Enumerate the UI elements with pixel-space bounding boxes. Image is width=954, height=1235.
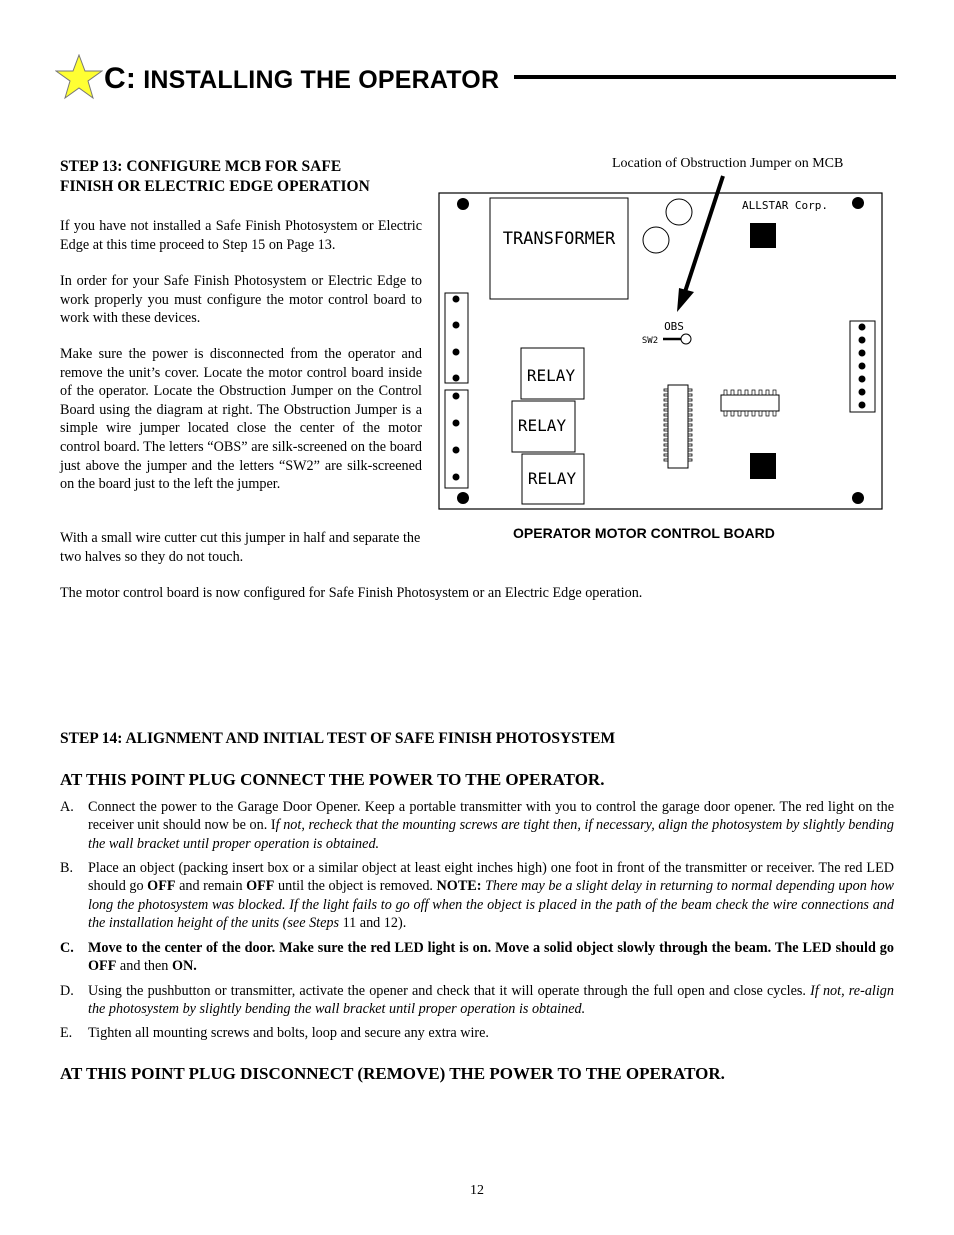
- relay-2-label: RELAY: [517, 416, 567, 435]
- transformer-label: TRANSFORMER: [502, 229, 616, 249]
- step13-title-line1: STEP 13: CONFIGURE MCB FOR SAFE: [60, 158, 342, 175]
- list-item-c: C. Move to the center of the door. Make sure the red LED light is on. Move a solid object slowly through the beam. The LED should go OFF and then ON.: [60, 940, 894, 975]
- motor-control-board-diagram: [438, 172, 884, 512]
- ic-square: [750, 453, 776, 479]
- mount-hole: [852, 492, 864, 504]
- dip-chip: [668, 385, 688, 468]
- maker-label: ALLSTAR Corp.: [741, 199, 829, 212]
- step14-title: STEP 14: ALIGNMENT AND INITIAL TEST OF SAFE FINISH PHOTOSYSTEM: [60, 730, 616, 747]
- jumper-pad: [681, 334, 691, 344]
- relay-1-label: RELAY: [526, 366, 576, 385]
- step13-title: [60, 157, 430, 197]
- section-letter: C:: [104, 62, 137, 95]
- step13-title-line2: FINISH OR ELECTRIC EDGE OPERATION: [60, 178, 370, 195]
- mount-hole: [852, 197, 864, 209]
- sw2-label: SW2: [641, 336, 659, 346]
- capacitor: [643, 227, 669, 253]
- step13-para3: Make sure the power is disconnected from the operator and remove the unit’s cover. Locate the motor control board inside of the operator. Locate the Obstruction Jumper on the Control Board using the diagram at right. The Obstruction Jumper is a simple wire jumper located close the center of the motor control board. The letters “OBS” are silk-screened on the board just above the jumper and the letters “SW2” are silk-screened on the board just to the left the jumper.: [60, 346, 422, 493]
- step13-para1: If you have not installed a Safe Finish Photosystem or Electric Edge at this time proceed to Step 15 on Page 13.: [60, 218, 422, 253]
- left-connector-bottom: [445, 390, 468, 488]
- list-item-b: B. Place an object (packing insert box or a similar object at least eight inches high) one foot in front of the transmitter or receiver. The red LED should go OFF and remain OFF until the object is removed. NOTE: There may be a slight delay in returning to normal depending upon how long the photosystem was blocked. If the light fails to go off when the object is placed in the path of the beam check the wire connections and the installation height of the units (see Steps 11 and 12).: [60, 860, 895, 932]
- horizontal-chip: [721, 395, 779, 411]
- section-title-text: INSTALLING THE OPERATOR: [143, 66, 500, 94]
- star-icon: [55, 54, 103, 100]
- list-item-e: E. Tighten all mounting screws and bolts, loop and secure any extra wire.: [60, 1025, 489, 1041]
- list-item-a: A. Connect the power to the Garage Door Opener. Keep a portable transmitter with you to control the garage door opener. The red light on the receiver unit should now be on. If not, recheck that the mounting screws are tight then, if necessary, align the photosystem by slightly bending the wall bracket until proper operation is obtained.: [60, 799, 894, 852]
- obs-label: OBS: [664, 320, 684, 333]
- step13-para5: The motor control board is now configured for Safe Finish Photosystem or an Electric Edge operation.: [60, 585, 643, 601]
- ic-square: [750, 223, 776, 248]
- page-number: 12: [470, 1183, 484, 1198]
- section-title: [104, 62, 499, 96]
- capacitor: [666, 199, 692, 225]
- diagram-caption: OPERATOR MOTOR CONTROL BOARD: [513, 525, 775, 541]
- left-connector-top: [445, 293, 468, 383]
- disconnect-power-heading: AT THIS POINT PLUG DISCONNECT (REMOVE) THE POWER TO THE OPERATOR.: [60, 1064, 725, 1083]
- list-item-d: D. Using the pushbutton or transmitter, activate the opener and check that it will operate through the full open and close cycles. If not, re-align the photosystem by slightly bending the wall bracket until proper operation is obtained.: [60, 983, 894, 1018]
- relay-3-label: RELAY: [527, 469, 577, 488]
- step13-para2: In order for your Safe Finish Photosystem or Electric Edge to work properly you must configure the motor control board to work with these devices.: [60, 273, 422, 327]
- header-rule: [514, 75, 896, 79]
- mount-hole: [457, 198, 469, 210]
- jumper-location-label: Location of Obstruction Jumper on MCB: [612, 156, 844, 171]
- mount-hole: [457, 492, 469, 504]
- connect-power-heading: AT THIS POINT PLUG CONNECT THE POWER TO THE OPERATOR.: [60, 770, 605, 789]
- step13-para4: With a small wire cutter cut this jumper in half and separate the two halves so they do not touch.: [60, 530, 421, 565]
